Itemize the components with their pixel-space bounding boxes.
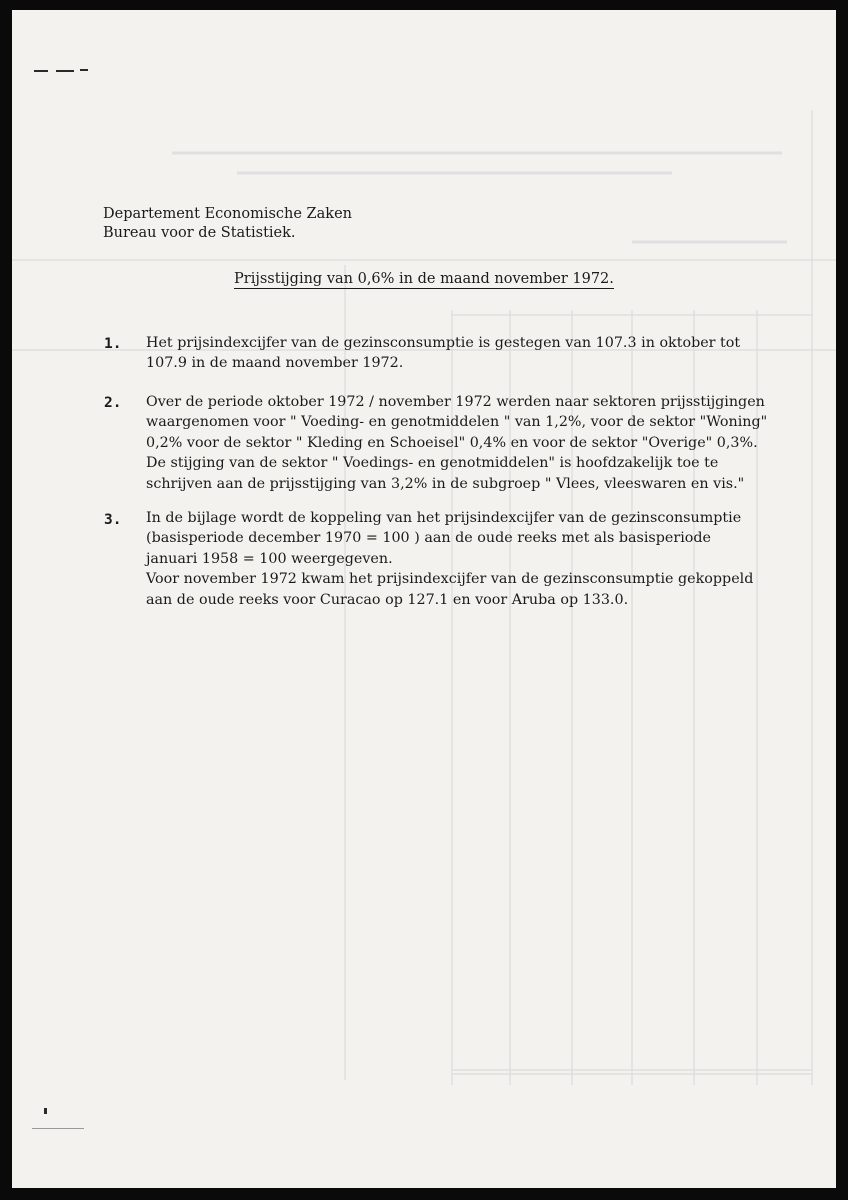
paragraph-line: Voor november 1972 kwam het prijsindexcijfer van de gezinsconsumptie gekoppeld [146,571,754,588]
document-text [12,10,836,1188]
paragraph-line: waargenomen voor " Voeding- en genotmiddelen " van 1,2%, voor de sektor "Woning" [146,414,768,431]
corner-mark-top-3 [80,69,88,71]
bureau-name: Bureau voor de Statistiek. [103,225,296,241]
paragraph-line: schrijven aan de prijsstijging van 3,2% in de subgroep " Vlees, vleeswaren en vis." [146,475,745,492]
corner-mark-bottom-line [32,1128,84,1129]
paragraph-line: 0,2% voor de sektor " Kleding en Schoeisel" 0,4% en voor de sektor "Overige" 0,3%. [146,434,758,451]
paragraph-line: In de bijlage wordt de koppeling van het prijsindexcijfer van de gezinsconsumptie [146,510,742,526]
corner-mark-top-2 [56,70,74,72]
item-number: 3. [104,512,122,528]
paragraph-line: januari 1958 = 100 weergegeven. [146,550,393,567]
paragraph-line: aan de oude reeks voor Curacao op 127.1 en voor Aruba op 133.0. [146,591,629,608]
paragraph-line: 107.9 in de maand november 1972. [146,355,404,372]
paragraph-2 [146,392,806,494]
item-number: 2. [104,395,122,411]
page-title: Prijsstijging van 0,6% in de maand november 1972. [234,271,614,287]
paragraph-line: (basisperiode december 1970 = 100 ) aan de oude reeks met als basisperiode [146,530,711,547]
paragraph-line: De stijging van de sektor " Voedings- en genotmiddelen" is hoofdzakelijk toe te [146,455,719,472]
paragraph-line: Over de periode oktober 1972 / november 1972 werden naar sektoren prijsstijgingen [146,394,765,410]
document-page [12,10,836,1188]
corner-mark-top [34,70,48,72]
item-number: 1. [104,336,122,352]
paragraph-1 [146,333,806,374]
corner-mark-bottom [44,1108,47,1114]
department-name: Departement Economische Zaken [103,206,352,222]
paragraph-line: Het prijsindexcijfer van de gezinsconsumptie is gestegen van 107.3 in oktober tot [146,335,741,351]
paragraph-3 [146,508,806,610]
